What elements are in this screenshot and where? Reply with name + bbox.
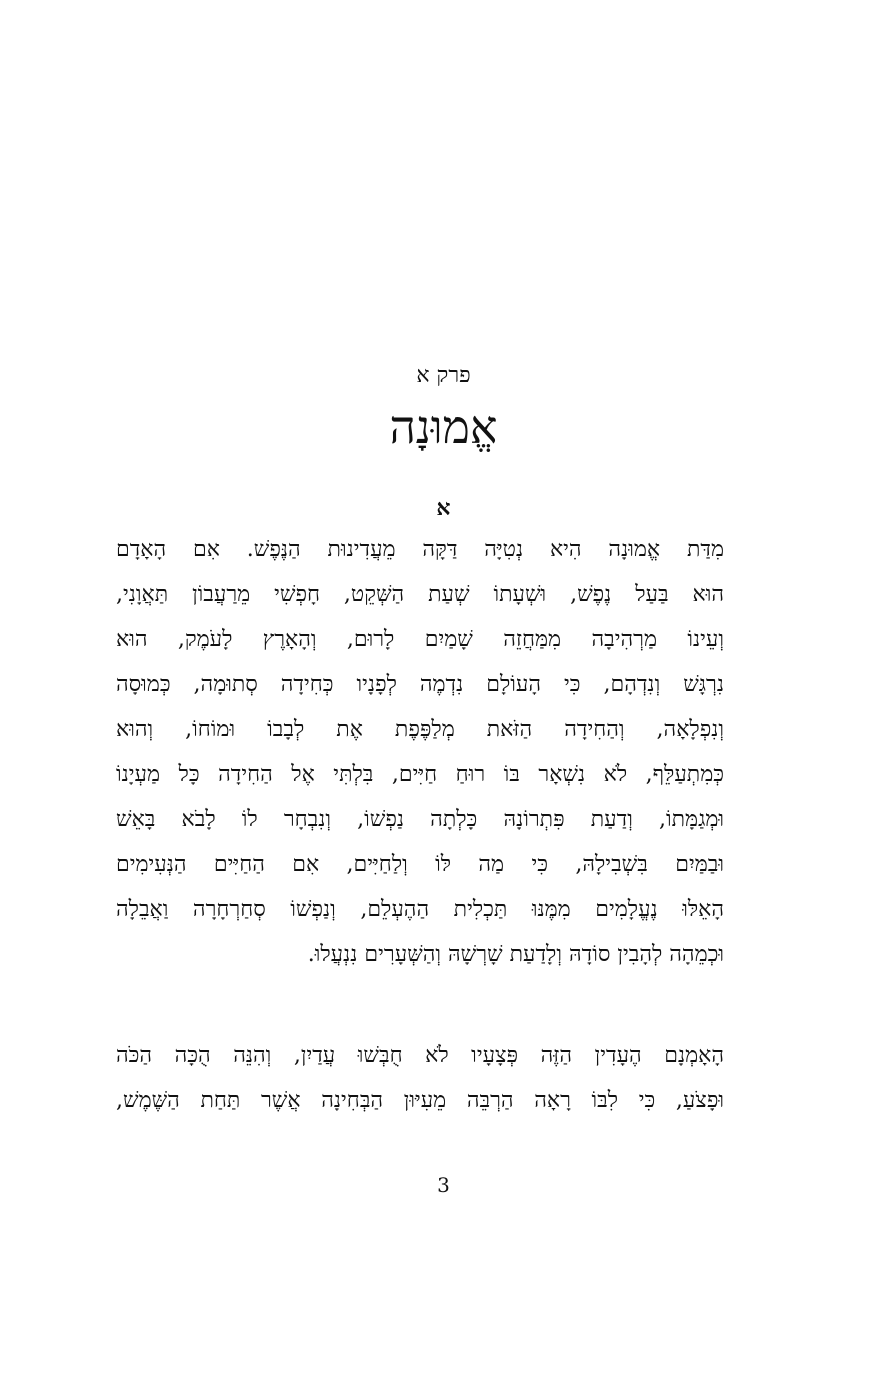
paragraph-1 bbox=[116, 527, 724, 977]
text-line: נִרְגָּשׁ וְנִדְהָם, כִּי הָעוֹלָם נִדְמֶה לְפָנָיו כְּחִידָה סְתוּמָה, כְּמוּסָה bbox=[116, 672, 724, 697]
paragraph-2 bbox=[116, 1033, 724, 1123]
text-line: וּבַמַּיִם בִּשְׁבִילָהּ, כִּי מַה לּוֹ וְלַחַיִּים, אִם הַחַיִּים הַנְּעִימִים bbox=[116, 852, 724, 877]
text-line: הוּא בַּעַל נֶפֶשׁ, וּשְׁעָתוֹ שְׁעַת הַשְּׁקֵט, חָפְשִׁי מֵרַעֲבוֹן תַּאֲוָנִי, bbox=[116, 582, 724, 607]
text-line: הָאֵלּוּ נֶעֱלָמִים מִמֶּנּוּ תַּכְלִית הַהֶעְלֵם, וְנַפְשׁוֹ סְחַרְחָרָה וַאֲבֵלָה bbox=[116, 897, 724, 922]
text-line: וְנִפְלָאָה, וְהַחִידָה הַזֹּאת מְלַפֶּפֶת אֶת לְבָבוֹ וּמוֹחוֹ, וְהוּא bbox=[116, 717, 724, 742]
chapter-label: פרק א bbox=[416, 363, 471, 388]
text-line: וְעֵינוֹ מַרְהִיבָה מִמַּחֲזֵה שָׁמַיִם לָרוּם, וְהָאָרֶץ לָעֹמֶק, הוּא bbox=[116, 627, 724, 652]
section-letter: א bbox=[436, 495, 451, 521]
text-line: וּפָצֹעַ, כִּי לִבּוֹ רָאָה הַרְבֵּה מֵעִיּוּן הַבְּחִינָה אֲשֶׁר תַּחַת הַשֶּׁמֶשׁ, bbox=[116, 1088, 724, 1113]
text-line: וּמְגַמָּתוֹ, וְדַעַת פִּתְרוֹנָהּ כָּלְתָה נַפְשׁוֹ, וְנִבְחָר לוֹ לָבֹא בָּאֵשׁ bbox=[116, 807, 724, 832]
text-line: מִדַּת אֱמוּנָה הִיא נְטִיָּה דַּקָּה מֵעֲדִינוּת הַנֶּפֶשׁ. אִם הָאָדָם bbox=[116, 537, 724, 562]
text-line: וּכְמֵהָה לְהָבִין סוֹדָהּ וְלָדַעַת שָׁרְשָׁהּ וְהַשְּׁעָרִים נִנְעֲלוּ. bbox=[307, 942, 724, 967]
page-number: 3 bbox=[437, 1173, 450, 1197]
chapter-title: אֱמוּנָה bbox=[389, 400, 498, 454]
text-line: הָאָמְנָם הֶעָדִין הַזֶּה פְּצָעָיו לֹא חֻבְּשׁוּ עֲדַיִן, וְהִנֵּה הֻכָּה הַכֹּה bbox=[116, 1043, 724, 1068]
text-line: כְּמִתְעַלֵּף, לֹא נִשְׁאָר בּוֹ רוּחַ חַיִּים, בִּלְתִּי אֶל הַחִידָה כָּל מַעְיָנוֹ bbox=[116, 762, 724, 787]
